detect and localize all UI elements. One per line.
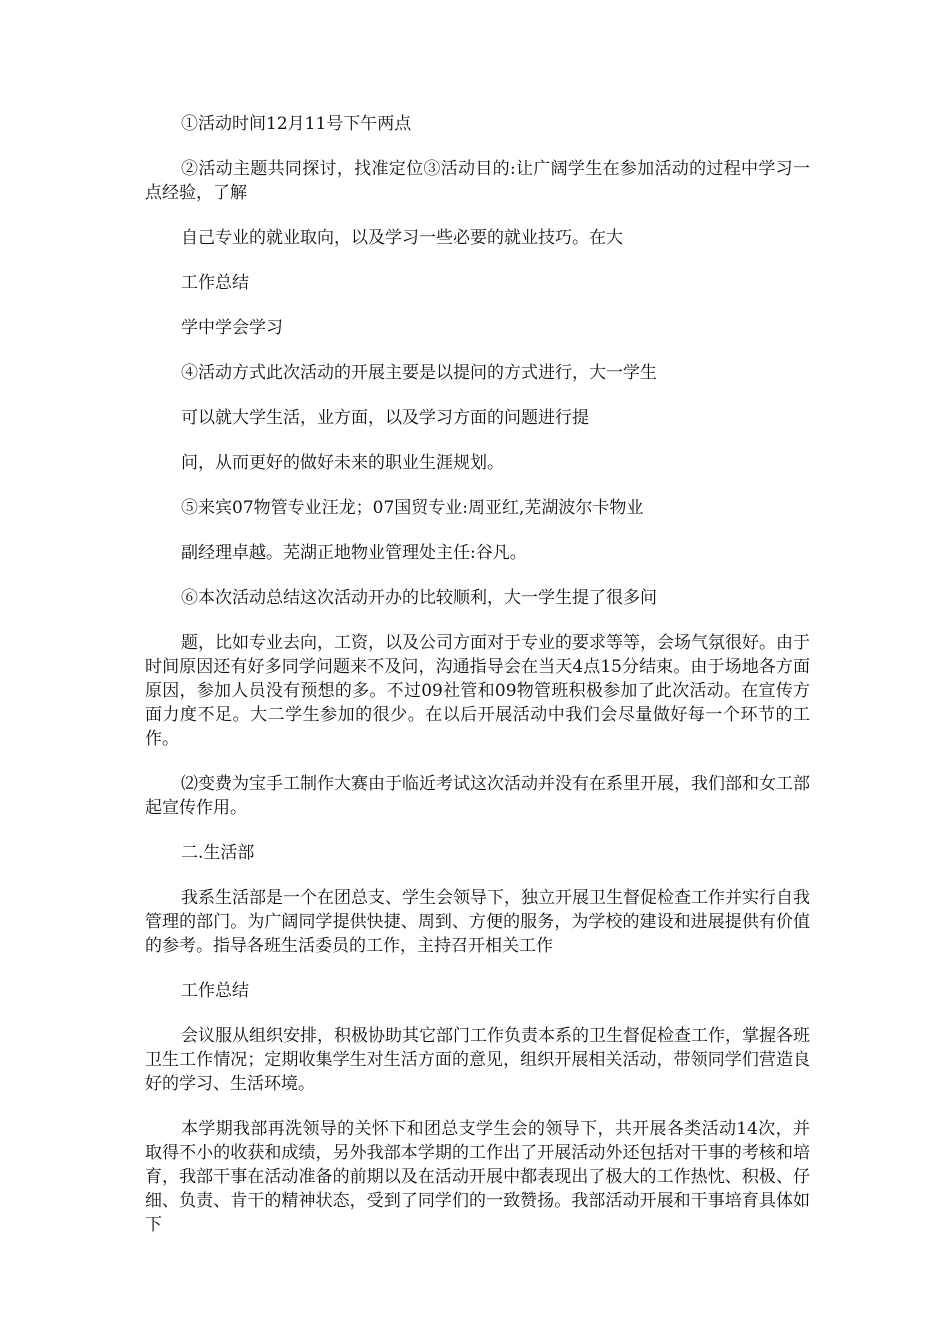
paragraph-meeting-duties: 会议服从组织安排，积极协助其它部门工作负责本系的卫生督促检查工作，掌握各班卫生工作情况；定期收集学生对生活方面的意见，组织开展相关活动，带领同学们营造良好的学习、生活环境。 — [145, 1026, 810, 1094]
paragraph-work-summary-heading-1: 工作总结 — [181, 273, 249, 293]
paragraph-questions-topics: 可以就大学生活，业方面，以及学习方面的问题进行提 — [181, 408, 589, 428]
paragraph-life-department-intro: 我系生活部是一个在团总支、学生会领导下，独立开展卫生督促检查工作并实行自我管理的部门。为广阔同学提供快捷、周到、方便的服务，为学校的建设和进展提供有价值的参考。指导各班生活委员的工作，主持召开相关工作 — [145, 888, 810, 956]
paragraph-guests: ⑤来宾07物管专业汪龙；07国贸专业:周亚红,芜湖波尔卡物业 — [181, 498, 644, 518]
section-heading-life-department: 二.生活部 — [181, 843, 255, 863]
paragraph-activity-method: ④活动方式此次活动的开展主要是以提问的方式进行，大一学生 — [181, 363, 657, 383]
paragraph-handcraft-contest: ⑵变费为宝手工制作大赛由于临近考试这次活动并没有在系里开展，我们部和女工部起宣传作用。 — [145, 774, 810, 818]
paragraph-activity-time: ①活动时间12月11号下午两点 — [181, 114, 412, 134]
paragraph-guest-titles: 副经理卓越。芜湖正地物业管理处主任:谷凡。 — [181, 543, 527, 563]
paragraph-activity-theme: ②活动主题共同探讨，找准定位③活动目的:让广阔学生在参加活动的过程中学习一点经验，了解 — [145, 159, 810, 203]
paragraph-activity-summary: ⑥本次活动总结这次活动开办的比较顺利，大一学生提了很多问 — [181, 588, 657, 608]
paragraph-learn-to-learn: 学中学会学习 — [181, 318, 283, 338]
document-body — [145, 112, 810, 1258]
paragraph-work-summary-heading-2: 工作总结 — [181, 981, 249, 1001]
paragraph-summary-details: 题，比如专业去向，工资，以及公司方面对于专业的要求等等，会场气氛很好。由于时间原因还有好多同学问题来不及问，沟通指导会在当天4点15分结束。由于场地各方面原因，参加人员没有预想的多。不过09社管和09物管班积极参加了此次活动。在宣传方面力度不足。大二学生参加的很少。在以后开展活动中我们会尽量做好每一个环节的工作。 — [145, 633, 810, 749]
paragraph-semester-achievements: 本学期我部再洗领导的关怀下和团总支学生会的领导下，共开展各类活动14次，并取得不小的收获和成绩，另外我部本学期的工作出了开展活动外还包括对干事的考核和培育，我部干事在活动准备的前期以及在活动开展中都表现出了极大的工作热忱、积极、仔细、负责、肯干的精神状态，受到了同学们的一致赞扬。我部活动开展和干事培育具体如下 — [145, 1119, 810, 1235]
paragraph-career-planning: 问，从而更好的做好未来的职业生涯规划。 — [181, 453, 504, 473]
paragraph-career-orientation: 自己专业的就业取向，以及学习一些必要的就业技巧。在大 — [181, 228, 623, 248]
